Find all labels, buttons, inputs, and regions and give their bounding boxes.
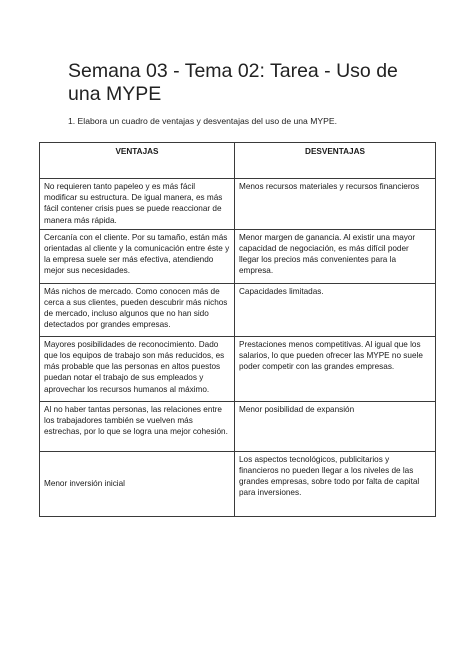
advantages-disadvantages-table [39,142,436,517]
table-header-row [40,143,436,179]
header-desventajas: DESVENTAJAS [235,143,436,179]
table-row [40,336,436,401]
ventaja-cell: Mayores posibilidades de reconocimiento. Dado que los equipos de trabajo son más reducidos, es más probable que las personas en altos puestos puedan notar el trabajo de sus empleados y aprovechar los recursos humanos al máximo. [40,336,235,401]
table-row [40,179,436,230]
ventaja-cell: Cercanía con el cliente. Por su tamaño, están más orientadas al cliente y la comunicación entre éste y la empresa suele ser más efectiva, atendiendo mejor sus necesidades. [40,229,235,283]
ventaja-cell: No requieren tanto papeleo y es más fácil modificar su estructura. De igual manera, es más fácil contener crisis pues se puede reaccionar de manera más rápida. [40,179,235,230]
document-title: Semana 03 - Tema 02: Tarea - Uso de una MYPE [68,60,398,105]
table-row [40,401,436,451]
desventaja-cell: Prestaciones menos competitivas. Al igual que los salarios, lo que pueden ofrecer las MYPE no suele poder competir con las grandes empresas. [235,336,436,401]
table-row [40,283,436,336]
ventaja-cell: Más nichos de mercado. Como conocen más de cerca a sus clientes, pueden descubrir más nichos de mercado, incluso algunos que no han sido detectados por grandes empresas. [40,283,235,336]
desventaja-cell: Los aspectos tecnológicos, publicitarios y financieros no pueden llegar a los niveles de las grandes empresas, sobre todo por falta de capital para inversiones. [235,451,436,516]
desventaja-cell: Capacidades limitadas. [235,283,436,336]
table-row [40,229,436,283]
ventaja-cell: Menor inversión inicial [40,451,235,516]
desventaja-cell: Menor posibilidad de expansión [235,401,436,451]
ventaja-cell: Al no haber tantas personas, las relaciones entre los trabajadores también se vuelven más estrechas, por lo que se logra una mejor cohesión. [40,401,235,451]
desventaja-cell: Menos recursos materiales y recursos financieros [235,179,436,230]
desventaja-cell: Menor margen de ganancia. Al existir una mayor capacidad de negociación, es más difícil poder llegar los precios más convenientes para la empresa. [235,229,436,283]
instruction-text: 1. Elabora un cuadro de ventajas y desventajas del uso de una MYPE. [68,116,337,126]
table-row [40,451,436,516]
header-ventajas: VENTAJAS [40,143,235,179]
